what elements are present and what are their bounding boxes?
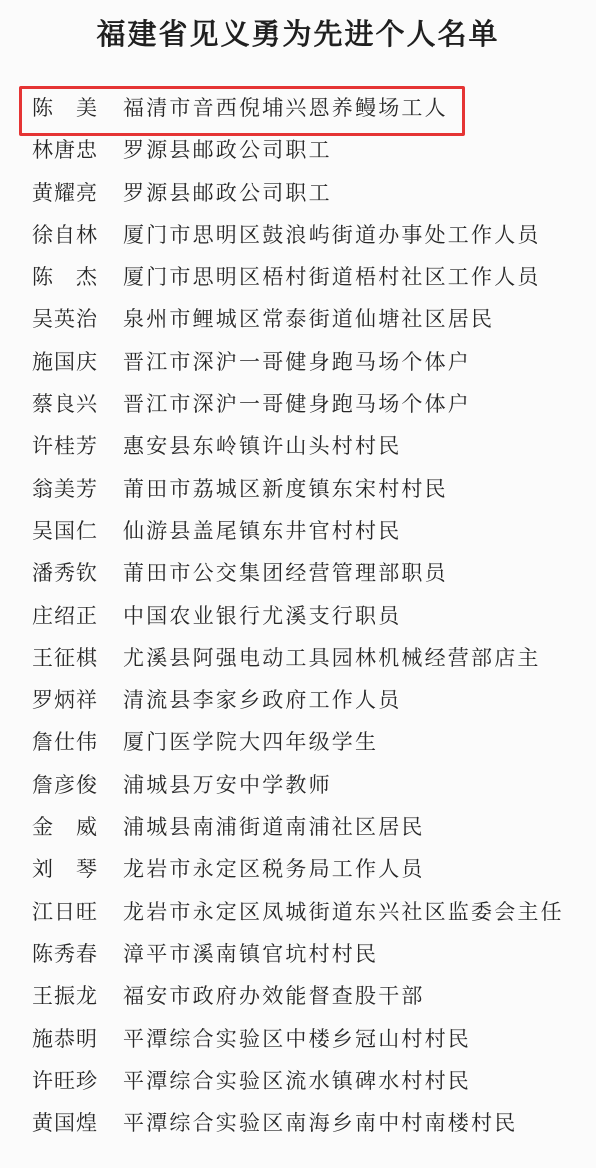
list-item [0,1102,596,1144]
person-name: 王振龙 [32,984,98,1009]
person-name: 詹彦俊 [32,772,98,797]
list-item [0,806,596,848]
person-description: 仙游县盖尾镇东井官村村民 [123,518,402,543]
person-description: 厦门市思明区梧村街道梧村社区工作人员 [123,265,541,290]
person-name: 施国庆 [32,349,98,374]
list-item [0,129,596,171]
person-name: 许旺珍 [32,1068,98,1093]
list-item [0,721,596,763]
list-item [0,933,596,975]
list-item [0,172,596,214]
person-description: 龙岩市永定区税务局工作人员 [123,857,425,882]
list-item [0,87,596,129]
person-name: 潘秀钦 [32,561,98,586]
list-item [0,341,596,383]
person-description: 平潭综合实验区流水镇碑水村村民 [123,1068,471,1093]
list-item [0,214,596,256]
list-item [0,679,596,721]
person-name: 徐自林 [32,222,98,247]
list-item [0,510,596,552]
person-name: 王征棋 [32,645,98,670]
person-description: 浦城县万安中学教师 [123,772,332,797]
list-item [0,468,596,510]
list-item [0,425,596,467]
person-description: 漳平市溪南镇官坑村村民 [123,941,379,966]
list-item [0,383,596,425]
list-item [0,891,596,933]
person-description: 泉州市鲤城区常泰街道仙塘社区居民 [123,307,495,332]
person-description: 惠安县东岭镇许山头村村民 [123,434,402,459]
list-item [0,552,596,594]
list-item [0,975,596,1017]
person-description: 罗源县邮政公司职工 [123,180,332,205]
person-name: 黄耀亮 [32,180,98,205]
person-description: 罗源县邮政公司职工 [123,138,332,163]
person-name: 翁美芳 [32,476,98,501]
list-item [0,764,596,806]
person-name: 詹仕伟 [32,730,98,755]
person-name: 庄绍正 [32,603,98,628]
person-name: 江日旺 [32,899,98,924]
page-title: 福建省见义勇为先进个人名单 [96,17,500,51]
person-description: 福安市政府办效能督查股干部 [123,984,425,1009]
person-name: 黄国煌 [32,1111,98,1136]
list-item [0,1060,596,1102]
person-description: 中国农业银行尤溪支行职员 [123,603,402,628]
person-description: 晋江市深沪一哥健身跑马场个体户 [123,349,471,374]
person-description: 平潭综合实验区中楼乡冠山村村民 [123,1026,471,1051]
person-name: 许桂芳 [32,434,98,459]
person-description: 厦门市思明区鼓浪屿街道办事处工作人员 [123,222,541,247]
name-list [0,87,596,1144]
list-item [0,848,596,890]
list-item [0,595,596,637]
person-description: 尤溪县阿强电动工具园林机械经营部店主 [123,645,541,670]
person-description: 莆田市荔城区新度镇东宋村村民 [123,476,448,501]
person-description: 厦门医学院大四年级学生 [123,730,379,755]
person-description: 福清市音西倪埔兴恩养鳗场工人 [123,96,448,120]
person-description: 平潭综合实验区南海乡南中村南楼村民 [123,1111,518,1136]
person-description: 浦城县南浦街道南浦社区居民 [123,815,425,840]
person-name: 陈 美 [32,96,98,120]
person-name: 罗炳祥 [32,688,98,713]
person-name: 林唐忠 [32,138,98,163]
person-description: 莆田市公交集团经营管理部职员 [123,561,448,586]
person-name: 金 威 [32,815,98,840]
person-name: 施恭明 [32,1026,98,1051]
person-name: 陈 杰 [32,265,98,290]
person-name: 吴国仁 [32,518,98,543]
list-item [0,298,596,340]
person-name: 陈秀春 [32,941,98,966]
list-item [0,637,596,679]
person-name: 刘 琴 [32,857,98,882]
person-name: 蔡良兴 [32,392,98,417]
list-item [0,256,596,298]
person-name: 吴英治 [32,307,98,332]
person-description: 清流县李家乡政府工作人员 [123,688,402,713]
person-description: 龙岩市永定区凤城街道东兴社区监委会主任 [123,899,564,924]
person-description: 晋江市深沪一哥健身跑马场个体户 [123,392,471,417]
list-item [0,1018,596,1060]
